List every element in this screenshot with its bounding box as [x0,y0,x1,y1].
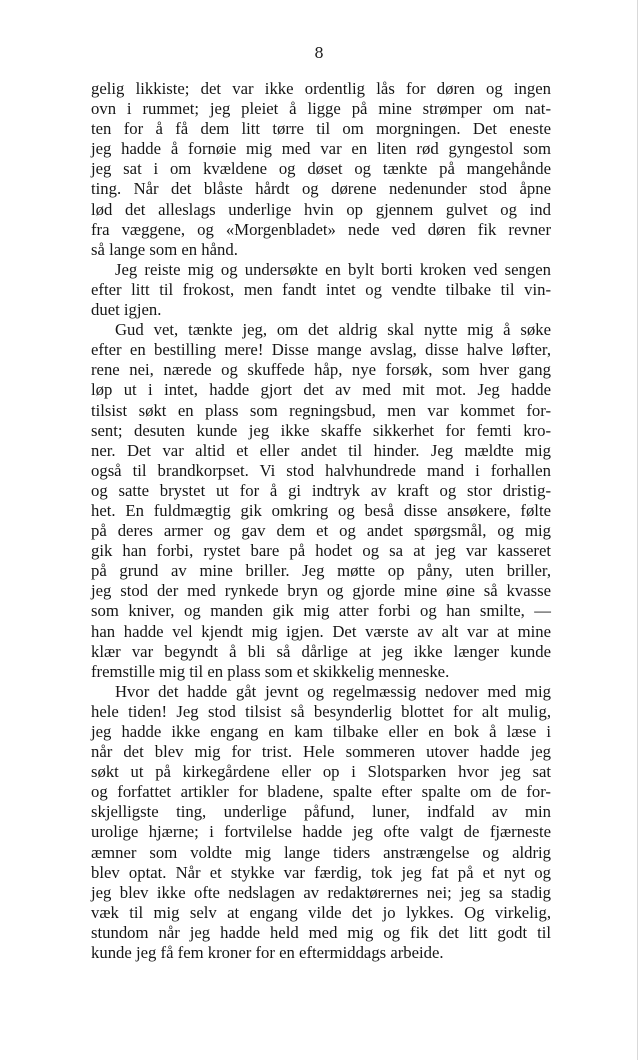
text-line: stundom når jeg hadde held med mig og fik det litt godt til [91,922,551,942]
text-line: ting. Når det blåste hårdt og dørene nedenunder stod åpne [91,179,551,199]
text-line: efter en bestilling mere! Disse mange avslag, disse halve løfter, [91,340,551,360]
text-line: tilsist søkt en plass som regningsbud, men var kommet for- [91,400,551,420]
text-line: på grund av mine briller. Jeg møtte op påny, uten briller, [91,561,551,581]
text-line: blev optat. Når et stykke var færdig, tok jeg fat på et nyt og [91,862,551,882]
text-line: sent; desuten kunde jeg ikke skaffe sikkerhet for femti kro- [91,420,551,440]
text-line: jeg blev ikke ofte nedslagen av redaktørernes nei; jeg sa stadig [91,882,551,902]
body-text [91,79,551,963]
text-line: lød det alleslags underlige hvin op gjennem gulvet og ind [91,199,551,219]
text-line: jeg hadde ikke engang en kam tilbake eller en bok å læse i [91,722,551,741]
text-line: som kniver, og manden gik mig atter forbi og han smilte, — [91,601,551,621]
text-line: fremstille mig til en plass som et skikkelig menneske. [91,661,450,681]
text-line: han hadde vel kjendt mig igjen. Det værste av alt var at mine [91,621,551,641]
text-line: æmner som voldte mig lange tiders anstrængelse og aldrig [91,842,551,862]
text-line: væk til mig selv at engang vilde det jo lykkes. Og virkelig, [91,902,551,922]
text-line: når det blev mig for trist. Hele sommeren utover hadde jeg [91,742,551,762]
text-line: efter litt til frokost, men fandt intet og vendte tilbake til vin- [91,279,551,299]
text-line: urolige hjærne; i fortvilelse hadde jeg ofte valgt de fjærneste [91,822,551,842]
text-line: kunde jeg få fem kroner for en eftermiddags arbeide. [91,943,444,963]
paragraph-1 [91,79,551,260]
text-line: og forfattet artikler for bladene, spalte efter spalte om de for- [91,782,551,802]
paragraph-2 [91,260,551,320]
text-line: skjelligste ting, underlige påfund, luner, indfald av min [91,802,551,822]
text-line: jeg hadde å fornøie mig med var en liten rød gyngestol som [91,139,551,159]
text-line: jeg stod der med rynkede bryn og gjorde mine øine så kvasse [91,581,551,601]
text-line: og satte brystet ut for å gi indtryk av kraft og stor dristig- [91,480,551,500]
text-line: Jeg reiste mig og undersøkte en bylt borti kroken ved sengen [115,259,551,279]
page-number: 8 [314,44,324,62]
text-line: duet igjen. [91,300,162,320]
paragraph-4 [91,682,551,963]
text-line: gelig likkiste; det var ikke ordentlig lås for døren og ingen [91,79,551,98]
text-line: jeg sat i om kvældene og døset og tænkte på mangehånde [91,159,551,179]
text-line: søkt ut på kirkegårdene eller op i Slotsparken hvor jeg sat [91,762,551,782]
text-line: rene nei, nærede og skuffede håp, nye forsøk, som hver gang [91,360,551,380]
paragraph-3 [91,320,551,682]
text-line: Hvor det hadde gåt jevnt og regelmæssig nedover med mig [115,681,551,701]
text-line: fra væggene, og «Morgenbladet» nede ved døren fik revner [91,219,551,239]
text-line: gik han forbi, rystet bare på hodet og sa at jeg var kasseret [91,541,551,561]
text-line: løp ut i intet, hadde gjort det av med mit mot. Jeg hadde [91,380,551,400]
text-line: på deres armer og gav dem et og andet spørgsmål, og mig [91,521,551,541]
text-line: Gud vet, tænkte jeg, om det aldrig skal nytte mig å søke [115,320,551,340]
text-line: het. En fuldmægtig gik omkring og beså disse ansøkere, følte [91,500,551,520]
text-line: også til brandkorpset. Vi stod halvhundrede mand i forhallen [91,460,551,480]
text-line: ovn i rummet; jeg pleiet å ligge på mine strømper om nat- [91,99,551,119]
text-line: ten for å få dem litt tørre til om morgningen. Det eneste [91,119,551,139]
text-line: klær var begyndt å bli så dårlige at jeg ikke længer kunde [91,641,551,661]
text-line: hele tiden! Jeg stod tilsist så besynderlig blottet for alt mulig, [91,701,551,721]
text-line: ner. Det var altid et eller andet til hinder. Jeg mældte mig [91,440,551,460]
text-line: så lange som en hånd. [91,239,238,259]
